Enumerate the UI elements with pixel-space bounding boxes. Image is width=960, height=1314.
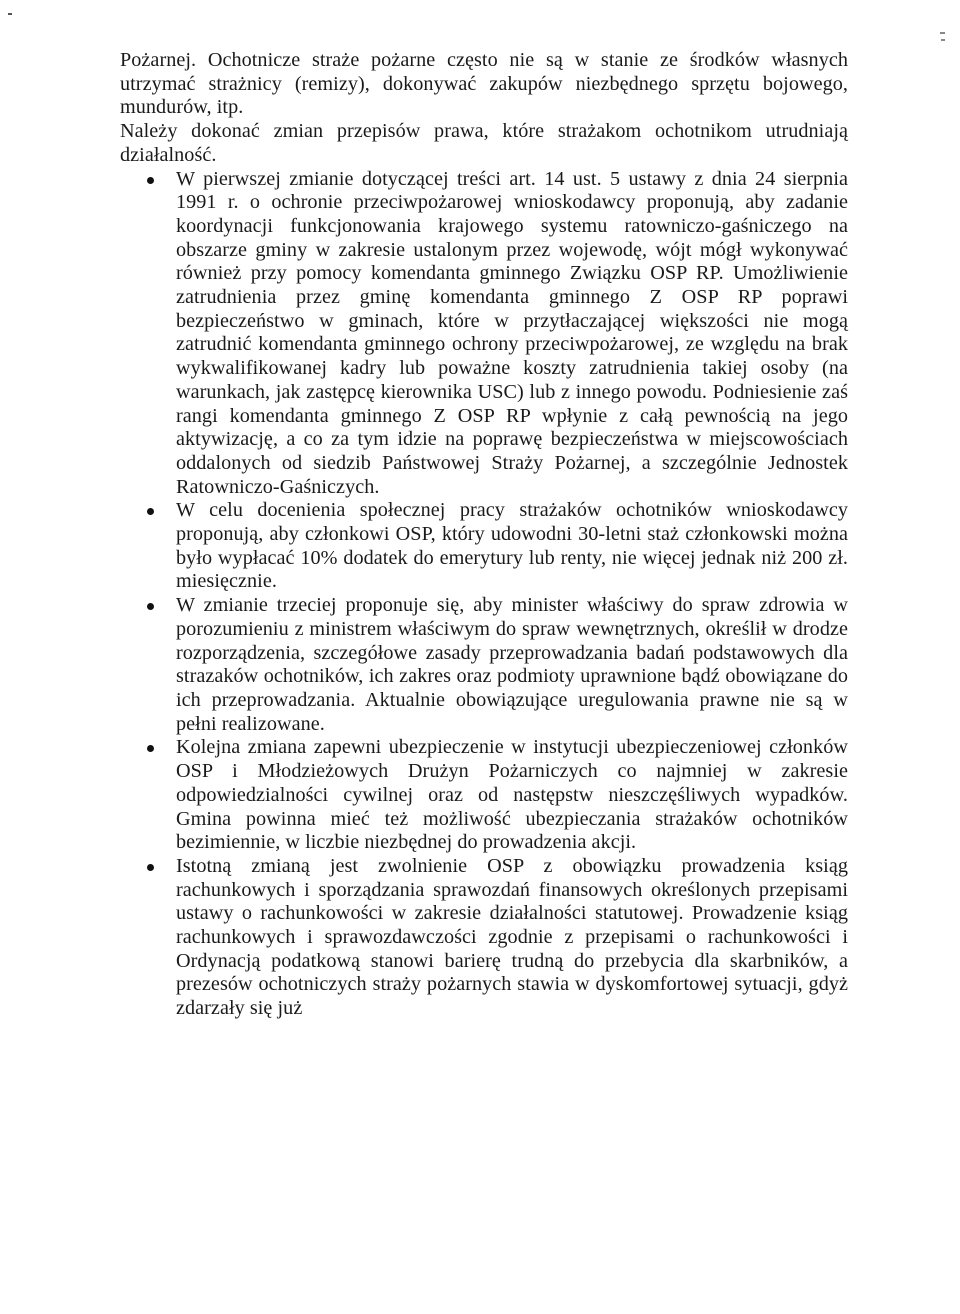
- bullet-text: Istotną zmianą jest zwolnienie OSP z obowiązku prowadzenia ksiąg rachunkowych i sporządzania sprawozdań finansowych określonych przepisami ustawy o rachunkowości w zakresie działalności statutowej. Prowadzenie ksiąg rachunkowych i sprawozdawczości zgodnie z przepisami o rachunkowości i Ordynacją podatkową stanowi barierę trudną do przebycia dla skarbników, a prezesów ochotniczych straży pożarnych stawia w dyskomfortowej sytuacji, gdyż zdarzały się już: [176, 854, 848, 1020]
- bullet-dot-icon: [147, 864, 154, 871]
- bullet-dot-icon: [147, 177, 154, 184]
- bullet-dot-icon: [147, 508, 154, 515]
- intro-paragraph: Pożarnej. Ochotnicze straże pożarne często nie są w stanie ze środków własnych utrzymać strażnicy (remizy), dokonywać zakupów niezbędnego sprzętu bojowego, mundurów, itp.: [120, 49, 848, 119]
- bullet-item-pension-supplement: [120, 499, 848, 594]
- bullet-dot-icon: [147, 745, 154, 752]
- scan-speck-mark: [940, 32, 945, 34]
- bullet-text: W celu docenienia społecznej pracy strażaków ochotników wnioskodawcy proponują, aby członkowi OSP, który udowodni 30-letni staż członkowski można było wypłacać 10% dodatek do emerytury lub renty, nie więcej jednak niż 200 zł. miesięcznie.: [176, 499, 848, 593]
- bullet-text: W zmianie trzeciej proponuje się, aby minister właściwy do spraw zdrowia w porozumieniu z ministrem właściwym do spraw wewnętrznych, określił w drodze rozporządzenia, szczegółowe zasady przeprowadzania badań podstawowych dla strazaków ochotników, ich zakres oraz podmioty uprawnione bądź obowiązane do ich przeprowadzania. Aktualnie obowiązujące uregulowania prawne nie są w pełni realizowane.: [176, 594, 848, 735]
- second-paragraph: Należy dokonać zmian przepisów prawa, które strażakom ochotnikom utrudniają działalność.: [120, 120, 848, 166]
- bullet-item-medical-examinations: [120, 594, 848, 736]
- bullet-text: W pierwszej zmianie dotyczącej treści art. 14 ust. 5 ustawy z dnia 24 sierpnia 1991 r. o ochronie przeciwpożarowej wnioskodawcy proponują, aby zadanie koordynacji funkcjonowania krajowego systemu ratowniczo-gaśniczego na obszarze gminy w zakresie ustalonym przez wojewodę, wójt mógł wykonywać również przy pomocy komendanta gminnego Związku OSP RP. Umożliwienie zatrudnienia przez gminę komendanta gminnego Z OSP RP poprawi bezpieczeństwo w gminach, które w przytłaczającej większości nie mogą zatrudnić komendanta gminnego ochrony przeciwpożarowej, ze względu na brak wykwalifikowanej kadry lub poważne koszty zatrudnienia takiej osoby (na warunkach, jak zastępcę kierownika USC) lub z innego powodu. Podniesienie zaś rangi komendanta gminnego Z OSP RP wpłynie z całą pewnością na jego aktywizację, a co za tym idzie na poprawę bezpieczeństwa w miejscowościach oddalonych od siedzib Państwowej Straży Pożarnej, a szczególnie Jednostek Ratowniczo-Gaśniczych.: [176, 167, 848, 498]
- proposal-bullet-list: [120, 168, 848, 1021]
- bullet-item-accounting-exemption: [120, 855, 848, 1021]
- bullet-item-first-amendment: [120, 168, 848, 500]
- scan-speck-mark: [8, 13, 12, 15]
- scan-speck-mark: [941, 39, 945, 41]
- bullet-dot-icon: [147, 603, 154, 610]
- bullet-text: Kolejna zmiana zapewni ubezpieczenie w instytucji ubezpieczeniowej członków OSP i Młodzieżowych Drużyn Pożarniczych co najmniej w zakresie odpowiedzialności cywilnej oraz od następstw nieszczęśliwych wypadków. Gmina powinna mieć też możliwość ubezpieczania strażaków ochotników bezimiennie, w liczbie niezbędnej do prowadzenia akcji.: [176, 736, 848, 854]
- document-body: [120, 49, 848, 1021]
- bullet-item-insurance: [120, 736, 848, 855]
